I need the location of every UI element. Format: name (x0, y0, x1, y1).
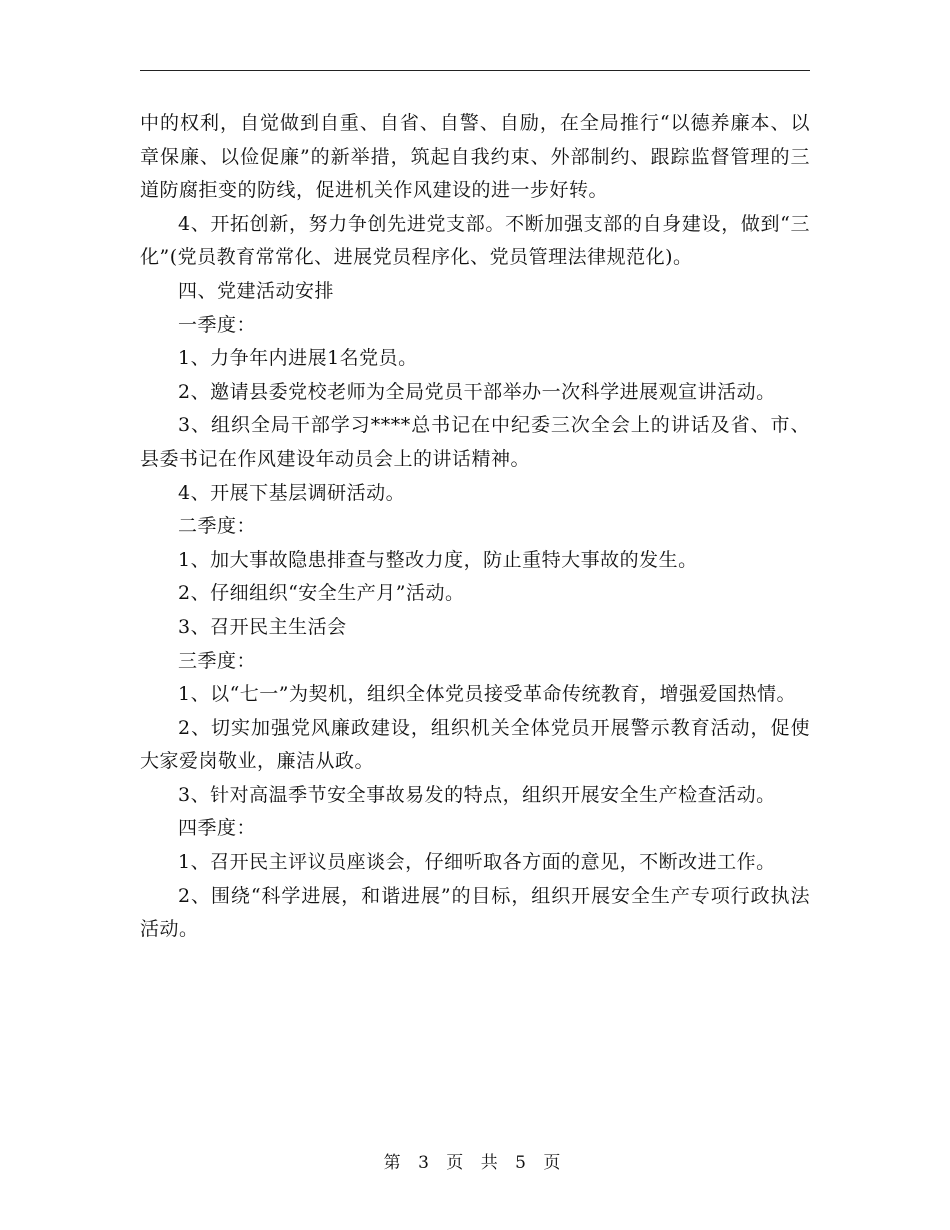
list-item: 3、组织全局干部学习****总书记在中纪委三次全会上的讲话及省、市、县委书记在作风建设年动员会上的讲话精神。 (140, 414, 810, 470)
list-item: 3、针对高温季节安全事故易发的特点，组织开展安全生产检查活动。 (178, 783, 776, 806)
list-item: 2、邀请县委党校老师为全局党员干部举办一次科学进展观宣讲活动。 (178, 380, 776, 403)
list-item: 1、以“七一”为契机，组织全体党员接受革命传统教育，增强爱国热情。 (178, 683, 797, 706)
list-item: 4、开展下基层调研活动。 (178, 481, 406, 504)
list-item: 1、召开民主评议员座谈会，仔细听取各方面的意见，不断改进工作。 (178, 851, 776, 874)
paragraph: 4、开拓创新，努力争创先进党支部。不断加强支部的自身建设，做到“三化”(党员教育常常化、进展党员程序化、党员管理法律规范化)。 (140, 212, 810, 269)
list-item: 2、切实加强党风廉政建设，组织机关全体党员开展警示教育活动，促使大家爱岗敬业，廉洁从政。 (140, 716, 810, 773)
list-item: 2、仔细组织“安全生产月”活动。 (178, 582, 465, 605)
quarter-heading: 一季度： (178, 313, 257, 336)
list-item: 1、加大事故隐患排查与整改力度，防止重特大事故的发生。 (178, 548, 698, 571)
section-heading: 四、党建活动安排 (178, 279, 335, 302)
document-body (140, 107, 810, 947)
quarter-heading: 四季度： (178, 817, 257, 840)
header-rule (140, 70, 810, 71)
paragraph: 中的权利，自觉做到自重、自省、自警、自励，在全局推行“以德养廉本、以章保廉、以俭促廉”的新举措，筑起自我约束、外部制约、跟踪监督管理的三道防腐拒变的防线，促进机关作风建设的进一步好转。 (140, 112, 810, 202)
list-item: 2、围绕“科学进展，和谐进展”的目标，组织开展安全生产专项行政执法活动。 (140, 884, 810, 941)
page-number: 第 3 页 共 5 页 (383, 1153, 567, 1173)
list-item: 3、召开民主生活会 (178, 615, 347, 638)
quarter-heading: 二季度： (178, 515, 257, 538)
quarter-heading: 三季度： (178, 649, 257, 672)
list-item: 1、力争年内进展1名党员。 (178, 347, 418, 370)
